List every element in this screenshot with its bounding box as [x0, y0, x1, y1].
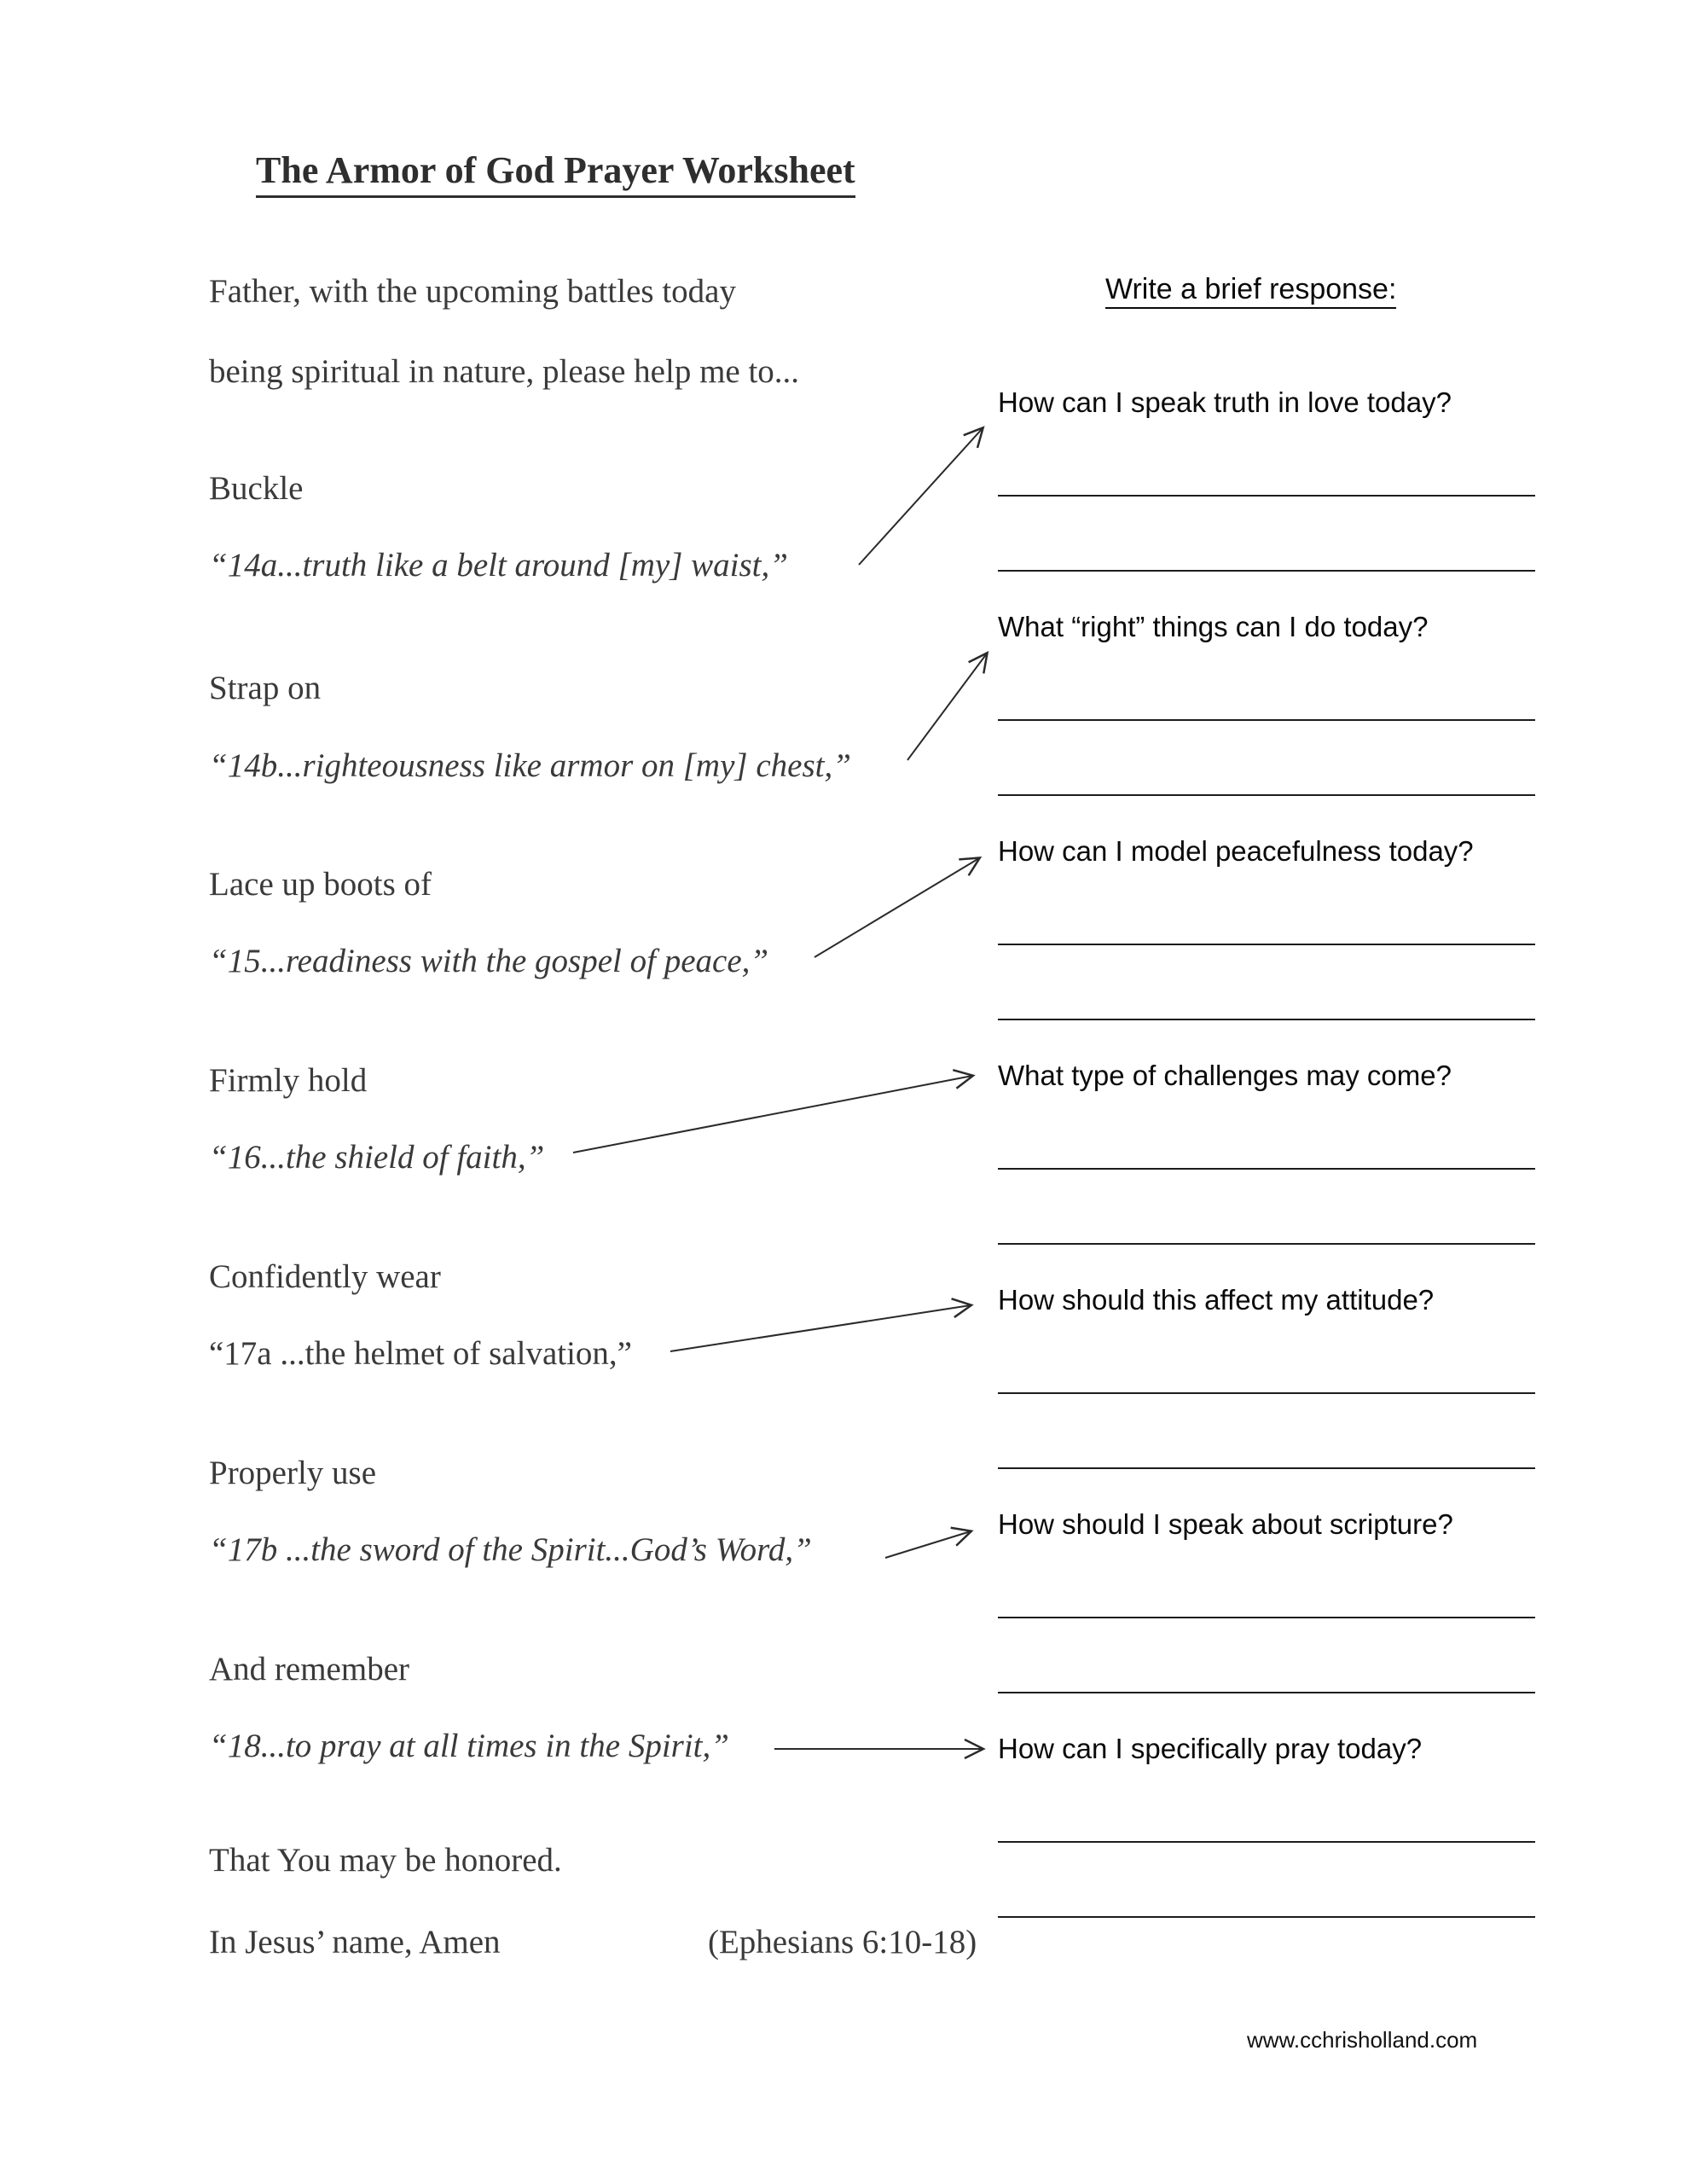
scripture-quote-14a: “14a...truth like a belt around [my] waist,” — [209, 547, 788, 584]
answer-line — [998, 1168, 1535, 1170]
answer-line — [998, 1841, 1535, 1843]
arrow-righteousness — [907, 653, 987, 760]
scripture-quote-16: “16...the shield of faith,” — [209, 1139, 545, 1176]
answer-line — [998, 1392, 1535, 1394]
intro-line-2: being spiritual in nature, please help me to... — [209, 353, 800, 390]
answer-line — [998, 1916, 1535, 1918]
response-question-right-things: What “right” things can I do today? — [998, 611, 1429, 642]
website-url: www.cchrisholland.com — [1247, 2027, 1478, 2053]
arrow-faith — [573, 1076, 972, 1153]
arrow-peace — [815, 858, 979, 957]
answer-line — [998, 570, 1535, 572]
closing-line-2: In Jesus’ name, Amen — [209, 1924, 501, 1960]
answer-line — [998, 1243, 1535, 1245]
closing-line-1: That You may be honored. — [209, 1842, 562, 1879]
scripture-quote-17b: “17b ...the sword of the Spirit...God’s Word,” — [209, 1531, 812, 1568]
action-label-strap-on: Strap on — [209, 670, 322, 706]
answer-line — [998, 1467, 1535, 1469]
answer-line — [998, 1692, 1535, 1693]
scripture-quote-14b: “14b...righteousness like armor on [my] chest,” — [209, 747, 851, 784]
action-label-and-remember: And remember — [209, 1651, 409, 1687]
answer-line — [998, 794, 1535, 796]
arrow-salvation — [670, 1305, 971, 1351]
arrow-truth — [859, 428, 983, 565]
intro-line-1: Father, with the upcoming battles today — [209, 273, 736, 310]
page-title: The Armor of God Prayer Worksheet — [256, 148, 855, 198]
action-label-firmly-hold: Firmly hold — [209, 1062, 368, 1099]
scripture-quote-17a: “17a ...the helmet of salvation,” — [209, 1335, 632, 1372]
action-label-properly-use: Properly use — [209, 1455, 377, 1491]
scripture-quote-15: “15...readiness with the gospel of peace,” — [209, 943, 769, 979]
response-question-challenges: What type of challenges may come? — [998, 1060, 1452, 1091]
response-question-scripture: How should I speak about scripture? — [998, 1508, 1453, 1540]
response-question-attitude: How should this affect my attitude? — [998, 1284, 1435, 1316]
response-question-truth: How can I speak truth in love today? — [998, 386, 1452, 418]
answer-line — [998, 719, 1535, 721]
action-label-buckle: Buckle — [209, 470, 304, 507]
answer-line — [998, 944, 1535, 945]
response-question-prayer: How can I specifically pray today? — [998, 1733, 1423, 1764]
response-column-header: Write a brief response: — [1105, 275, 1396, 309]
response-question-peacefulness: How can I model peacefulness today? — [998, 835, 1474, 867]
answer-line — [998, 495, 1535, 497]
arrow-sword — [885, 1531, 971, 1558]
scripture-reference: (Ephesians 6:10-18) — [708, 1924, 977, 1960]
answer-line — [998, 1617, 1535, 1618]
answer-line — [998, 1019, 1535, 1020]
action-label-confidently-wear: Confidently wear — [209, 1258, 441, 1295]
scripture-quote-18: “18...to pray at all times in the Spirit,” — [209, 1728, 729, 1764]
action-label-lace-up: Lace up boots of — [209, 866, 432, 903]
